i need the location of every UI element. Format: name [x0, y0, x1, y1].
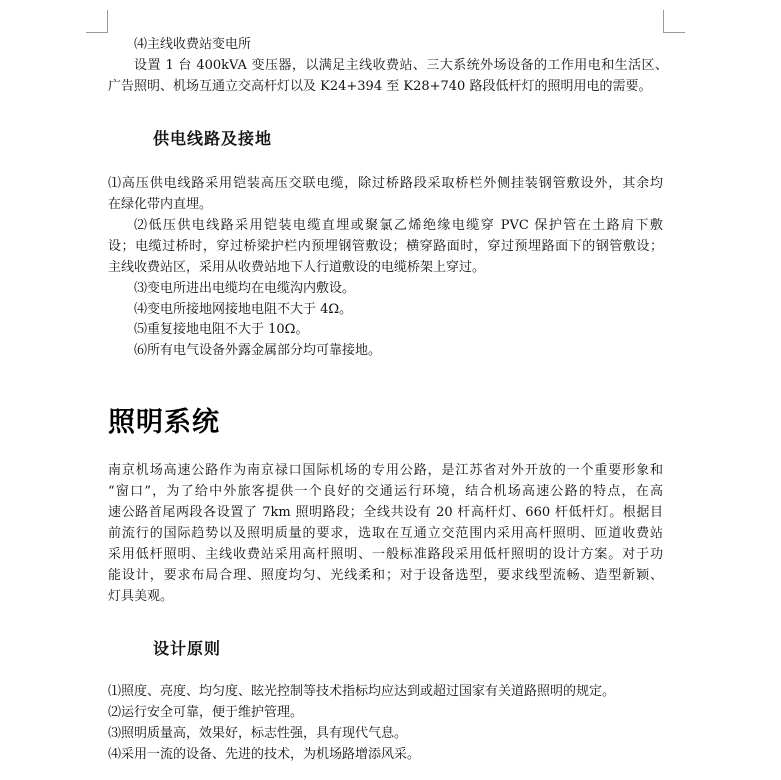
- power-lines-item-5: ⑸重复接地电阻不大于 10Ω。: [134, 322, 309, 337]
- lighting-system-title: 照明系统: [108, 407, 220, 438]
- power-lines-item-3: ⑶变电所进出电缆均在电缆沟内敷设。: [134, 281, 356, 296]
- lighting-para-line-3: 速公路首尾两段各设置了 7km 照明路段；全线共设有 20 杆高杆灯、660 杆低杆灯。根据目: [108, 505, 663, 520]
- substation-para-line-1: 设置 1 台 400kVA 变压器，以满足主线收费站、三大系统外场设备的工作用电和生活区、: [134, 58, 668, 73]
- power-lines-item-2b: 设；电缆过桥时，穿过桥梁护栏内预埋钢管敷设；横穿路面时，穿过预埋路面下的钢管敷设；: [108, 239, 663, 254]
- power-lines-heading: 供电线路及接地: [153, 129, 273, 148]
- substation-para-line-2: 广告照明、机场互通立交高杆灯以及 K24+394 至 K28+740 路段低杆灯的照明用电的需要。: [108, 79, 652, 94]
- power-lines-item-2c: 主线收费站区，采用从收费站地下人行道敷设的电缆桥架上穿过。: [108, 260, 486, 275]
- design-principle-4: ⑷采用一流的设备、先进的技术，为机场路增添风采。: [108, 747, 421, 762]
- crop-mark-top-left-h: [86, 32, 108, 33]
- power-lines-item-1b: 在绿化带内直埋。: [108, 197, 213, 212]
- substation-heading: ⑷主线收费站变电所: [134, 37, 252, 52]
- design-principle-2: ⑵运行安全可靠，便于维护管理。: [108, 705, 304, 720]
- design-principles-heading: 设计原则: [153, 639, 222, 658]
- crop-mark-top-right-v: [663, 10, 664, 33]
- power-lines-item-1a: ⑴高压供电线路采用铠装高压交联电缆，除过桥路段采取桥栏外侧挂装钢管敷设外，其余均: [108, 176, 663, 191]
- power-lines-item-4: ⑷变电所接地网接地电阻不大于 4Ω。: [134, 302, 353, 317]
- lighting-para-line-5: 采用低杆照明、主线收费站采用高杆照明、一般标准路段采用低杆照明的设计方案。对于功: [108, 547, 663, 562]
- design-principle-1: ⑴照度、亮度、均匀度、眩光控制等技术指标均应达到或超过国家有关道路照明的规定。: [108, 684, 616, 699]
- design-principle-3: ⑶照明质量高，效果好，标志性强，具有现代气息。: [108, 726, 408, 741]
- lighting-para-line-7: 灯具美观。: [108, 589, 174, 604]
- lighting-para-line-4: 前流行的国际趋势以及照明质量的要求，选取在互通立交范围内采用高杆照明、匝道收费站: [108, 526, 663, 541]
- lighting-para-line-2: “窗口”，为了给中外旅客提供一个良好的交通运行环境，结合机场高速公路的特点，在高: [108, 484, 663, 499]
- lighting-para-line-6: 能设计，要求布局合理、照度均匀、光线柔和；对于设备选型，要求线型流畅、造型新颖、: [108, 568, 663, 583]
- crop-mark-top-left-v: [107, 10, 108, 33]
- power-lines-item-2a: ⑵低压供电线路采用铠装电缆直埋或聚氯乙烯绝缘电缆穿 PVC 保护管在土路肩下敷: [134, 218, 663, 233]
- crop-mark-top-right-h: [663, 32, 685, 33]
- lighting-para-line-1: 南京机场高速公路作为南京禄口国际机场的专用公路，是江苏省对外开放的一个重要形象和: [108, 463, 663, 478]
- power-lines-item-6: ⑹所有电气设备外露金属部分均可靠接地。: [134, 343, 382, 358]
